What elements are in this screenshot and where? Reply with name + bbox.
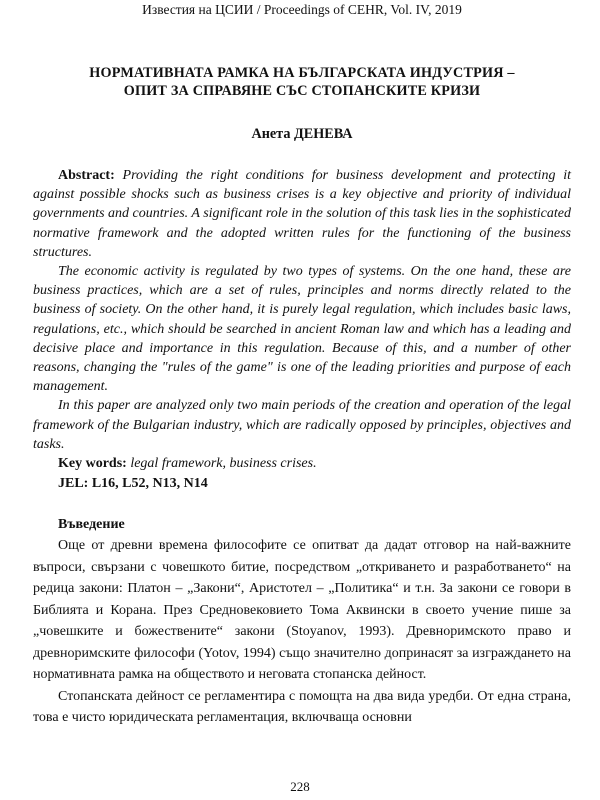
body-paragraph: Стопанската дейност се регламентира с помощта на два вида уредби. От една страна, това е чисто юридическата регламентация, включваща основни — [33, 688, 571, 726]
section-heading: Въведение — [58, 517, 125, 533]
abstract-paragraph: The economic activity is regulated by two types of systems. On the one hand, these are business practices, which are a set of rules, principles and norms directly related to the business of society. On the other hand, it is purely legal regulation, which includes basic laws, regulations, etc., which should be searched in ancient Roman law and which has a leading and decisive place and importance in this regulation. Because of this, and a number of other reasons, changing the "rules of the game" is one of the leading priorities and purpose of each management. — [33, 264, 571, 395]
running-head: Известия на ЦСИИ / Proceedings of CEHR, Vol. IV, 2019 — [142, 2, 462, 17]
title-line-2: ОПИТ ЗА СПРАВЯНЕ СЪС СТОПАНСКИТЕ КРИЗИ — [123, 83, 481, 99]
keywords-label: Key words: — [58, 456, 127, 472]
title-line-1: НОРМАТИВНАТА РАМКА НА БЪЛГАРСКАТА ИНДУСТРИЯ – — [89, 65, 515, 81]
author-name: Анета ДЕНЕВА — [251, 126, 353, 142]
abstract-text: Providing the right conditions for business development and protecting it against possible shocks such as business crises is a key objective and priority of individual governments and countries. A significant role in the solution of this task lies in the sophisticated normative framework and the adopted written rules for the functioning of the business structures. — [33, 168, 571, 260]
keywords-text: legal framework, business crises. — [130, 456, 317, 472]
abstract — [33, 166, 571, 493]
page-number: 228 — [290, 779, 310, 794]
abstract-paragraph: In this paper are analyzed only two main periods of the creation and operation of the legal framework of the Bulgarian industry, which are radically opposed by principles, objectives and tasks. — [33, 398, 571, 452]
body-paragraph: Още от древни времена философите се опитват да дадат отговор на най-важните въпроси, свързани с човешкото битие, посредством „откриването и разработването“ на редица закони: Платон – „Закони“, Аристотел – „Политика“ и т.н. За закони се говори в Библията и Корана. През Средновековието Тома Аквински в своето учение пише за „човешките и божествените“ закони (Stoyanov, 1993). Древноримското право и древноримските философи (Yotov, 1994) също значително допринасят за изграждането на нормативната рамка на обществото и неговата стопанска дейност. — [33, 538, 571, 683]
body-text — [33, 535, 571, 729]
jel-codes: JEL: L16, L52, N13, N14 — [58, 476, 208, 492]
keywords — [33, 454, 571, 474]
abstract-label: Abstract: — [58, 168, 115, 183]
paper-title — [33, 64, 571, 100]
paper-page — [33, 0, 571, 729]
abstract-paragraph — [33, 166, 571, 262]
